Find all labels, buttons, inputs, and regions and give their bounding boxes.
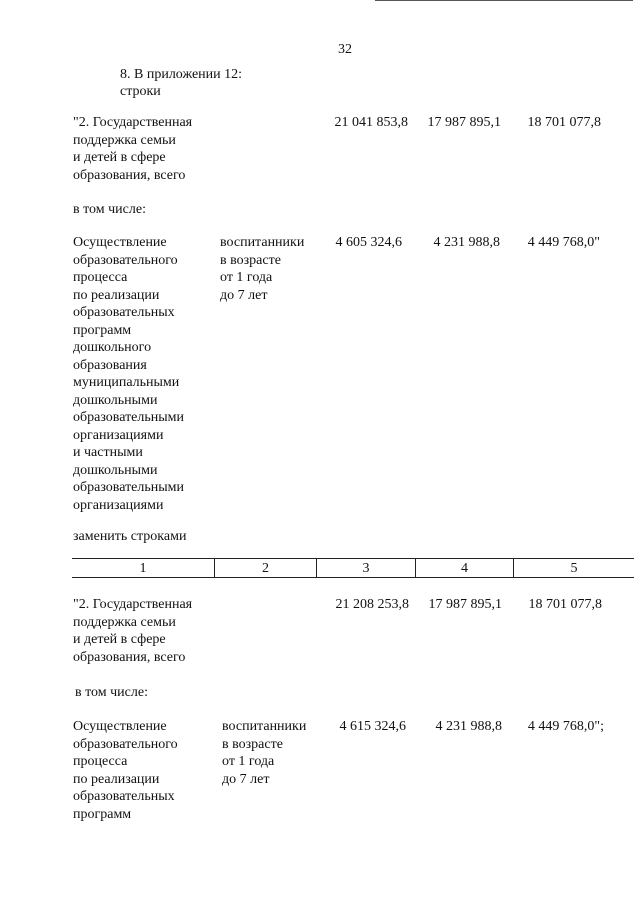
old-row1-value-col4: 17 987 895,1 — [427, 115, 501, 130]
old-row2-value-col4: 4 231 988,8 — [433, 235, 500, 250]
intro-heading: 8. В приложении 12: — [120, 67, 243, 82]
new-row2-unit: воспитанники в возрасте от 1 года до 7 лет — [222, 719, 307, 787]
header-col-4: 4 — [461, 561, 468, 576]
new-row1-value-col5: 18 701 077,8 — [528, 597, 602, 612]
header-col-1: 1 — [139, 561, 147, 576]
old-row1-label: "2. Государственная поддержка семьи и детей в сфере образования, всего — [73, 115, 193, 183]
replace-with-label: заменить строками — [73, 529, 187, 544]
new-row1-label: "2. Государственная поддержка семьи и детей в сфере образования, всего — [73, 597, 193, 665]
header-col-3: 3 — [362, 561, 370, 576]
new-row2-value-col4: 4 231 988,8 — [435, 719, 502, 734]
new-row1-value-col4: 17 987 895,1 — [428, 597, 502, 612]
header-col-5: 5 — [570, 561, 578, 576]
top-edge-rule — [375, 0, 633, 1]
old-row2-value-col5: 4 449 768,0" — [527, 235, 600, 250]
new-row2-label: Осуществление образовательного процесса по реализации образовательных программ — [73, 719, 178, 822]
header-bottom-rule — [72, 577, 634, 578]
page-number: 32 — [338, 42, 352, 57]
old-row2-value-col3: 4 605 324,6 — [335, 235, 402, 250]
new-row2-value-col3: 4 615 324,6 — [339, 719, 406, 734]
header-col-2: 2 — [262, 561, 269, 576]
old-row1-value-col3: 21 041 853,8 — [334, 115, 408, 130]
new-including-label: в том числе: — [75, 685, 148, 700]
old-including-label: в том числе: — [73, 202, 146, 217]
old-row2-label: Осуществление образовательного процесса по реализации образовательных программ дошкольного образования муниципальными дошкольными образовательными организациями и частными дошкольными образовательными организациями — [73, 235, 185, 513]
new-row1-value-col3: 21 208 253,8 — [335, 597, 409, 612]
new-row2-value-col5: 4 449 768,0"; — [527, 719, 604, 734]
header-top-rule — [72, 558, 634, 559]
old-row2-unit: воспитанники в возрасте от 1 года до 7 лет — [220, 235, 305, 303]
old-row1-value-col5: 18 701 077,8 — [527, 115, 601, 130]
intro-strings-word: строки — [120, 84, 161, 99]
